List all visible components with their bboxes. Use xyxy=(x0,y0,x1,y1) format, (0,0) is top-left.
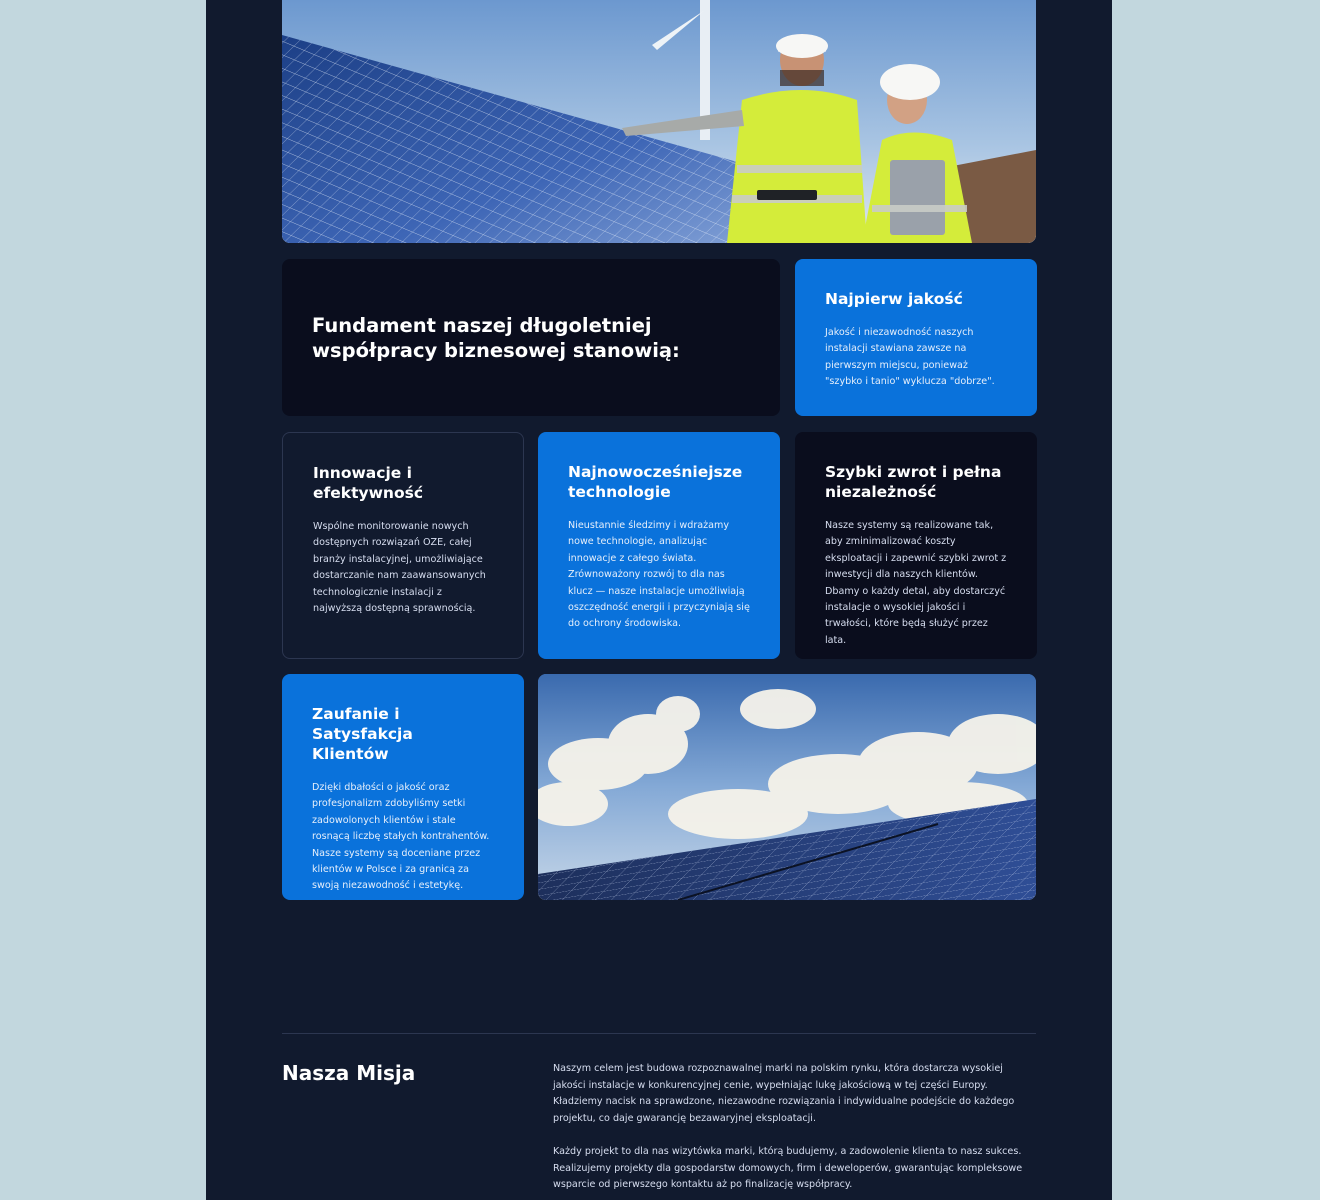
intro-title: Fundament naszej długoletniej współpracy biznesowej stanowią: xyxy=(312,313,680,362)
card-innovation xyxy=(282,432,524,659)
card-title: Najpierw jakość xyxy=(825,290,963,308)
section-divider xyxy=(282,1033,1036,1034)
card-title: Najnowocześniejsze technologie xyxy=(568,463,743,501)
mission-paragraph: Każdy projekt to dla nas wizytówka marki, którą budujemy, a zadowolenie klienta to nasz sukces. Realizujemy projekty dla gospodarstw domowych, firm i deweloperów, gwarantując kompleksowe wsparcie od pierwszego kontaktu aż po finalizację współpracy. xyxy=(553,1146,1023,1190)
card-technology xyxy=(538,432,780,659)
main-section xyxy=(206,0,1112,1200)
photo-solar-panels-clouds xyxy=(538,674,1036,900)
mission-paragraph: Naszym celem jest budowa rozpoznawalnej marki na polskim rynku, która dostarcza wysokiej jakości instalacje w konkurencyjnej cenie, wypełniając lukę jakościową w tej części Europy. Kładziemy nacisk na sprawdzone, niezawodne rozwiązania i indywidualne podejście do każdego projektu, co daje gwarancję bezawaryjnej eksploatacji. xyxy=(553,1063,1015,1124)
card-title: Innowacje i efektywność xyxy=(313,464,424,502)
card-text: Wspólne monitorowanie nowych dostępnych rozwiązań OZE, całej branży instalacyjnej, umożliwiające dostarczanie nam zaawansowanych technologicznie instalacji z najwyższą dostępną sprawnością. xyxy=(313,521,486,615)
card-trust xyxy=(282,674,524,900)
hero-photo-engineers-solar-panels xyxy=(282,0,1036,243)
mission-title: Nasza Misja xyxy=(282,1061,416,1085)
card-quality-first xyxy=(795,259,1037,416)
mission-text xyxy=(553,1061,1037,1200)
card-title: Szybki zwrot i pełna niezależność xyxy=(825,463,1002,501)
card-title: Zaufanie i Satysfakcja Klientów xyxy=(312,705,413,763)
card-text: Dzięki dbałości o jakość oraz profesjonalizm zdobyliśmy setki zadowolonych klientów i stale rosnącą liczbę stałych kontrahentów. Nasze systemy są doceniane przez klientów w Polsce i za granicą za swoją niezawodność i estetykę. xyxy=(312,782,490,892)
card-text: Nieustannie śledzimy i wdrażamy nowe technologie, analizując innowacje z całego świata. Zrównoważony rozwój to dla nas klucz — nasze instalacje umożliwiają oszczędność energii i przyczyniają się do ochrony środowiska. xyxy=(568,520,750,630)
card-text: Nasze systemy są realizowane tak, aby zminimalizować koszty eksploatacji i zapewnić szybki zwrot z inwestycji dla naszych klientów. Dbamy o każdy detal, aby dostarczyć instalacje o wysokiej jakości i trwałości, które będą służyć przez lata. xyxy=(825,520,1007,646)
card-text: Jakość i niezawodność naszych instalacji stawiana zawsze na pierwszym miejscu, ponieważ "szybko i tanio" wyklucza "dobrze". xyxy=(825,327,995,388)
card-fast-return xyxy=(795,432,1037,659)
intro-card xyxy=(282,259,780,416)
